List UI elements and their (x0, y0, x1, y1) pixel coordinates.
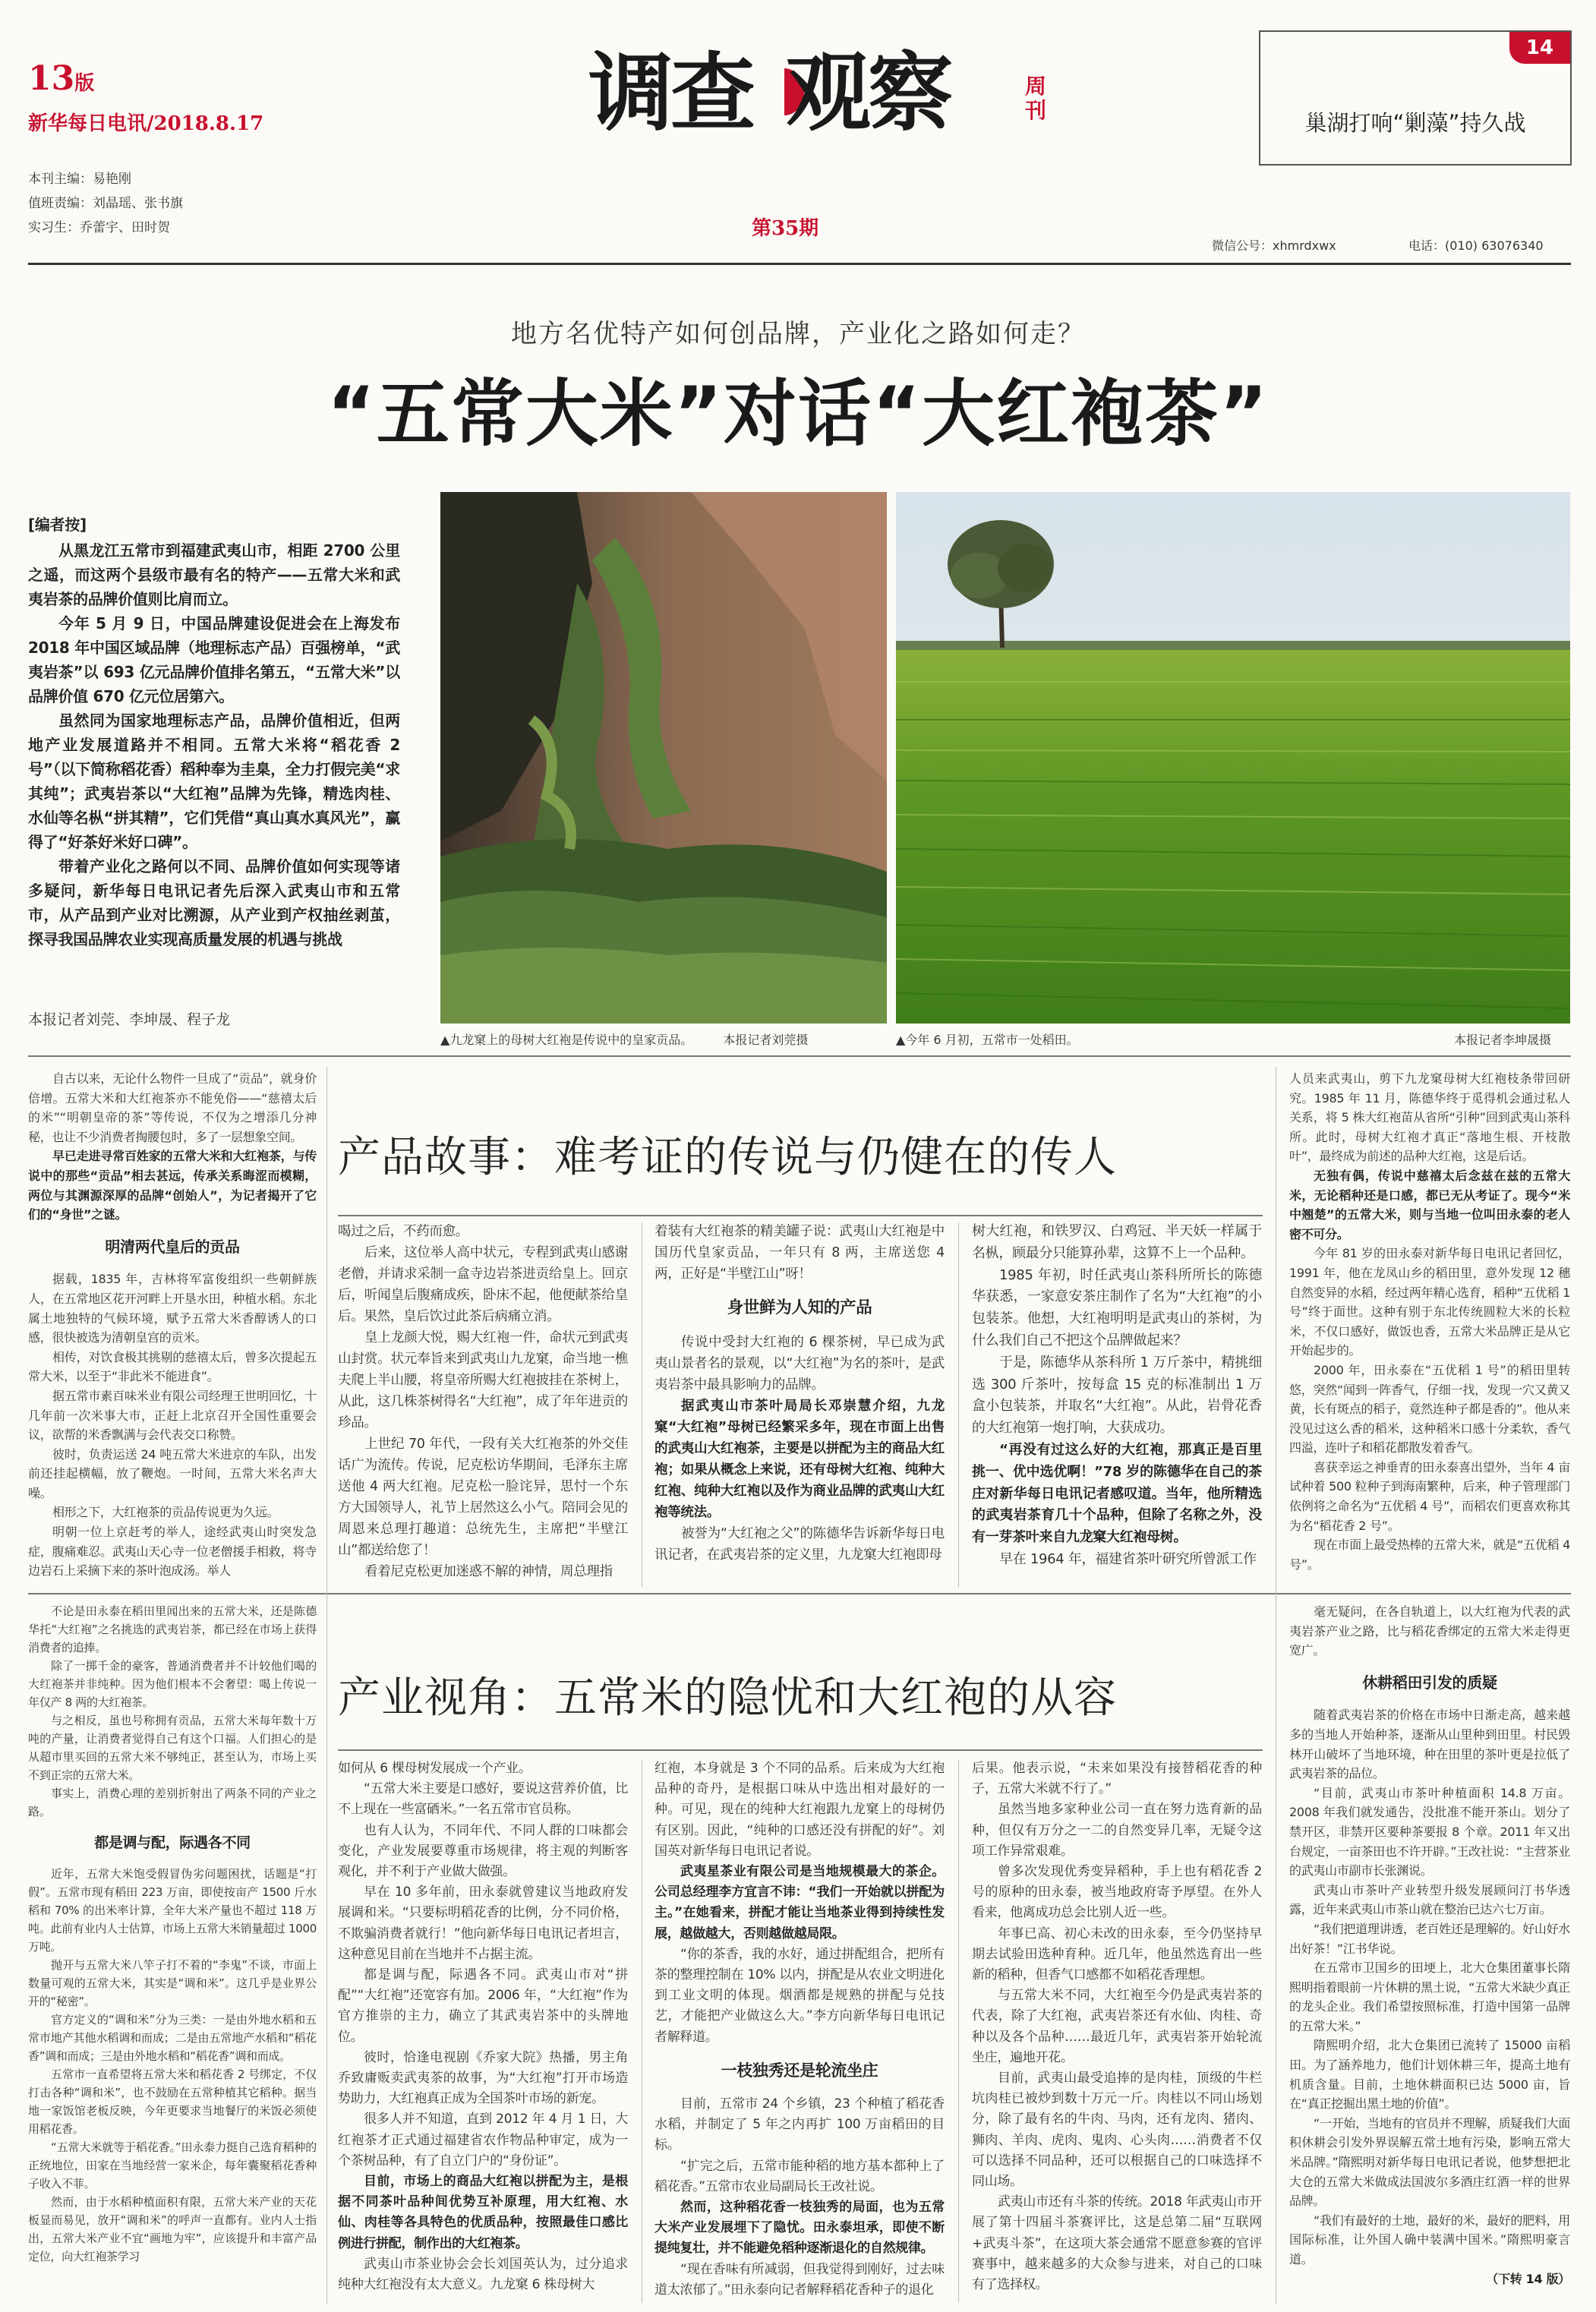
editor-list: 本刊主编：易艳刚 值班责编：刘晶瑶、张书旗 实习生：乔蕾宇、田时贺 (28, 172, 183, 235)
section1-col5: 人员来武夷山，剪下九龙窠母树大红袍枝条带回研究。1985 年 11 月，陈德华终于觅得机会通过私人关系，将 5 株大红袍苗从省所“引种”回到武夷山茶科所。此时，母树大红袍才真正“落地生根、开枝散叶”，最终成为前述的品种大红袍，这是后话。 无独有偶，传说中慈禧太后念兹在兹的五常大米，无论稻种还是口感，都已无从考证了。现今“米中翘楚”的五常大米，则与当地一位叫田永泰的老人密不可分。 今年 81 岁的田永泰对新华每日电讯记者回忆，1991 年，他在龙凤山乡的稻田里，意外发现 12 穗自然变异的水稻，经过两年精心选育，稻种“五优稻 1 号”终于面世。这种有别于东北传统圆粒大米的长粒米，不仅口感好，做饭也香，五常大米品牌正是从它开始起步的。 2000 年，田永泰在“五优稻 1 号”的稻田里转悠，突然“闻到一阵香气，仔细一找，发现一穴又黄又黄，长有斑点的稻子，竟然连种子都是香的”。他从来没见过这么香的稻米，这种稻米口感十分柔软，香气四溢，连叶子和稻花都散发着香气。 喜获幸运之神垂青的田永泰喜出望外，当年 4 亩试种着 500 粒种子到海南繁种，后来，种子管理部门依例将之命名为“五优稻 4 号”，而稻农们更喜欢称其为名“稻花香 2 号”。 现在市面上最受热棒的五常大米，就是“五优稻 4 号”。 (1289, 1071, 1570, 1572)
section2-rule (28, 1593, 1571, 1594)
editor-note-byline: 本报记者刘莞、李坤晟、程子龙 (28, 1011, 231, 1028)
photo-right-caption: ▲今年 6 月初，五常市一处稻田。 (896, 1033, 1079, 1047)
section1-col2: 喝过之后，不药而愈。 后来，这位举人高中状元，专程到武夷山感谢老僧，并请求采制一盒寺边岩茶进贡给皇上。回京后，听闻皇后腹痛成疾，卧床不起，他便献茶给皇后。果然，皇后饮过此茶后病痛立消。 皇上龙颜大悦，赐大红袍一件，命状元到武夷山封赏。状元奉旨来到武夷山九龙窠，命当地一樵夫爬上半山腰，将皇帝所赐大红袍披挂在茶树上，从此，这几株茶树得名“大红袍”，成了年年进贡的珍品。 上世纪 70 年代，一段有关大红袍茶的外交佳话广为流传。传说，尼克松访华期间，毛泽东主席送他 4 两大红袍。尼克松一脸诧异，思忖一个东方大国领导人，礼节上居然这么小气。陪同会见的周恩来总理打趣道：总统先生，主席把“半壁江山”都送给您了！ 看着尼克松更加迷惑不解的神情，周总理指 (338, 1224, 628, 1579)
issue-number: 第35期 (752, 217, 819, 240)
masthead-logo: 调查 观察 周刊 (588, 44, 1047, 143)
section2-title: 产业视角：五常米的隐忧和大红袍的从容 (338, 1673, 1117, 1723)
section2-col5: 毫无疑问，在各自轨道上，以大红袍为代表的武夷岩茶产业之路，比与稻花香绑定的五常大米走得更宽广。 休耕稻田引发的质疑 随着武夷岩茶的价格在市场中日渐走高，越来越多的当地人开始种茶，逐渐从山里种到田里。村民毁林开山破坏了当地环境，种在田里的茶叶更是拉低了武夷岩茶的品位。 “目前，武夷山市茶叶种植面积 14.8 万亩。2008 年我们就发通告，没批准不能开茶山。划分了禁开区，非禁开区要种茶要报 8 个章。2011 年又出台规定，一亩茶田也不许开辟。”王改社说：“主营茶业的武夷山市副市长张渊说。 武夷山市茶叶产业转型升级发展顾问汀书华透露，近年来武夷山市茶山就在整治已达六七万亩。 “我们把道理讲透，老百姓还是理解的。好山好水出好茶！”江书华说。 在五常市卫国乡的田埂上，北大仓集团董事长隋熙明指着眼前一片休耕的黑土说，“五常大米缺少真正的龙头企业。我们希望按照标准，打造中国第一品牌的五常大米。” 隋熙明介绍，北大仓集团已流转了 15000 亩稻田。为了涵养地力，他们计划休耕三年，提高土地有机质含量。目前，土地休耕面积已达 5000 亩，旨在“真正挖掘出黑土地的价值”。 “一开始，当地有的官员并不理解，质疑我们大面积休耕会引发外界误解五常土地有污染，影响五常大米品牌。”隋熙明对新华每日电讯记者说，他梦想把北大仓的五常大米做成法国波尔多酒庄红酒一样的世界品牌。 “我们有最好的土地，最好的米，最好的肥料，用国际标准，让外国人确中装满中国米。”隋熙明豪言道。 （下转 14 版） (1289, 1602, 1570, 2288)
column-divider (958, 1222, 959, 1587)
editor-note: [编者按] 从黑龙江五常市到福建武夷山市，相距 2700 公里之遥，而这两个县级市最有名的特产——五常大米和武夷岩茶的品牌价值则比肩而立。 今年 5 月 9 日，中国品牌建设促进会在上海发布 2018 年中国区域品牌（地理标志产品）百强榜单，“武夷岩茶”以 693 亿元品牌价值排名第五，“五常大米”以品牌价值 670 亿元位居第六。 虽然同为国家地理标志产品，品牌价值相近，但两地产业发展道路并不相同。五常大米将“稻花香 2 号”（以下简称稻花香）稻种奉为圭臬，全力打假完美“求其纯”；武夷岩茶以“大红袍”品牌为先锋，精选肉桂、水仙等名枞“拼其精”，它们凭借“真山真水真风光”，赢得了“好茶好米好口碑”。 带着产业化之路何以不同、品牌价值如何实现等诸多疑问，新华每日电讯记者先后深入武夷山市和五常市，从产品到产业对比溯源，从产业到产权抽丝剥茧，探寻我国品牌农业实现高质量发展的机遇与挑战 (28, 516, 400, 948)
headline-kicker: 地方名优特产如何创品牌，产业化之路如何走？ (511, 319, 1085, 349)
preview-page-badge: 14 (1509, 32, 1570, 64)
tea-cliff-illustration (440, 492, 887, 1024)
masthead-rule (28, 263, 1571, 265)
section2-col3: 红袍，本身就是 3 个不同的品系。后来成为大红袍品种的奇丹，是根据口味从中选出相对最好的一种。可见，现在的纯种大红袍跟九龙窠上的母树仍有区别。因此，“纯种的口感还没有拼配的好”。刘国英对新华每日电讯记者说。 武夷星茶业有限公司是当地规模最大的茶企。公司总经理李方宜言不讳：“我们一开始就以拼配为主。”在她看来，拼配才能让当地茶业得到持续性发展，越做越大，否则越做越局限。 “你的茶香，我的水好，通过拼配组合，把所有茶的整理控制在 10% 以内，拼配是从农业文明进化到工业文明的体现。烟酒都是规熟的拼配与兑技艺，才能把产业做这么大。”李方向新华每日电讯记者解释道。 一枝独秀还是轮流坐庄 目前，五常市 24 个乡镇，23 个种植了稻花香水稻，并制定了 5 年之内再扩 100 万亩稻田的目标。 “扩完之后，五常市能种稻的地方基本都种上了稻花香。”五常市农业局副局长王改社说。 然而，这种稻花香一枝独秀的局面，也为五常大米产业发展埋下了隐忧。田永泰坦承，即使不断提纯复壮，并不能避免稻种逐渐退化的自然规律。 “现在香味有所减弱，但我觉得到刚好，过去味道太浓郁了。”田永泰向记者解释稻花香种子的退化 (654, 1761, 945, 2298)
section1-col4: 树大红袍，和铁罗汉、白鸡冠、半天妖一样属于名枞，顾最分只能算孙辈，这算不上一个品种。 1985 年初，时任武夷山茶科所所长的陈德华获悉，一家意安茶庄制作了名为“大红袍”的小包装茶。他想，大红袍明明是武夷山的茶树，为什么我们自己不把这个品牌做起来？ 于是，陈德华从茶科所 1 万斤茶中，精挑细选 300 斤茶叶，按每盒 15 克的标准制出 1 万盒小包装茶，并取名“大红袍”。从此，岩骨花香的大红袍第一炮打响，大获成功。 “再没有过这么好的大红袍，那真正是百里挑一、优中选优啊！”78 岁的陈德华在自己的茶庄对新华每日电讯记者感叹道。当年，他所精选的武夷岩茶育几十个品种，但除了名称之外，没有一芽茶叶来自九龙窠大红袍母树。 早在 1964 年，福建省茶叶研究所曾派工作 (972, 1223, 1262, 1567)
photo-right-credit: 本报记者李坤晟摄 (1454, 1033, 1552, 1047)
section1-col3: 着装有大红袍茶的精美罐子说：武夷山大红袍是中国历代皇家贡品，一年只有 8 两，主席送您 4 两，正好是“半壁江山”呀！ 身世鲜为人知的产品 传说中受封大红袍的 6 棵茶树，早已成为武夷山景者名的景观，以“大红袍”为名的茶叶，是武夷岩茶中最具影响力的品牌。 据武夷山市茶叶局局长邓崇慧介绍，九龙窠“大红袍”母树已经繁采多年，现在市面上出售的武夷山大红袍茶，主要是以拼配为主的商品大红袍；如果从概念上来说，还有母树大红袍、纯种大红袍、纯种大红袍以及作为商业品牌的武夷山大红袍等统法。 被誉为“大红袍之父”的陈德华告诉新华每日电讯记者，在武夷岩茶的定义里，九龙窠大红袍即母 (654, 1224, 945, 1563)
photo-tea-cliff (440, 492, 887, 1024)
section2-title-rule (338, 1749, 1263, 1751)
next-page-preview[interactable] (1259, 30, 1572, 166)
section2-col2: 如何从 6 棵母树发展成一个产业。 “五常大米主要是口感好，要说这营养价值，比不上现在一些富硒米。”一名五常市官员称。 也有人认为，不同年代、不同人群的口味都会变化，产业发展要尊重市场规律，将主观的判断客观化，并不利于产业做大做强。 早在 10 多年前，田永泰就曾建议当地政府发展调和米。“只要标明稻花香的比例，分不同价格，不欺骗消费者就行！”他向新华每日电讯记者坦言，这种意见目前在当地并不占据主流。 都是调与配，际遇各不同。武夷山市对“拼配”“大红袍”还宽容有加。2006 年，“大红袍”作为官方推崇的主力，确立了其武夷岩茶中的头牌地位。 彼时，恰逢电视剧《乔家大院》热播，男主角乔致庸贩卖武夷茶的故事，为“大红袍”打开市场造势助力，大红袍真正成为全国茶叶市场的新宠。 很多人并不知道，直到 2012 年 4 月 1 日，大红袍茶才正式通过福建省农作物品种审定，成为一个茶树品种，有了自立门户的“身份证”。 目前，市场上的商品大红袍以拼配为主，是根据不同茶叶品种间优势互补原理，用大红袍、水仙、肉桂等各具特色的优质品种，按照最佳口感比例进行拼配，制作出的大红袍茶。 武夷山市茶业协会会长刘国英认为，过分追求纯种大红袍没有太大意义。九龙窠 6 株母树大 (338, 1761, 628, 2293)
photo-left-caption: ▲九龙窠上的母树大红袍是传说中的皇家贡品。 本报记者刘莞摄 (440, 1033, 809, 1047)
rice-field-illustration (896, 492, 1570, 1024)
section1-rule (28, 1055, 1571, 1057)
subheading-origins: 身世鲜为人知的产品 (727, 1298, 872, 1317)
subheading-rotation: 一枝独秀还是轮流坐庄 (721, 2061, 878, 2080)
subheading-fallow: 休耕稻田引发的质疑 (1362, 1673, 1497, 1692)
main-headline: “五常大米”对话“大红袍茶” (326, 371, 1270, 456)
wechat-account: 微信公号：xhmrdxwx (1212, 238, 1336, 253)
subheading-blending: 都是调与配，际遇各不同 (94, 1834, 251, 1851)
section1-title-rule (338, 1215, 1263, 1216)
section1-title: 产品故事：难考证的传说与仍健在的传人 (338, 1133, 1117, 1182)
column-divider (326, 1067, 327, 2304)
column-divider (958, 1760, 959, 2303)
photo-rice-field (896, 492, 1570, 1024)
contact-phone: 电话：(010) 63076340 (1408, 238, 1544, 253)
section1-col1: 自古以来，无论什么物件一旦成了“贡品”，就身价倍增。五常大米和大红袍茶亦不能免俗——“慈禧太后的米”“明朝皇帝的茶”等传说，不仅为之增添几分神秘，也让不少消费者掏腰包时，多了一层想象空间。 早已走进寻常百姓家的五常大米和大红袍茶，与传说中的那些“贡品”相去甚远，传承关系晦涩而模糊，两位与其渊源深厚的品牌“创始人”，为记者揭开了它们的“身世”之谜。 明清两代皇后的贡品 据载，1835 年，吉林将军富俊组织一些朝鲜族人，在五常地区花开河畔上开垦水田，种植水稻。东北属土地独特的气候环境，赋予五常大米香醇诱人的口感，很快被选为清朝皇宫的贡米。 相传，对饮食极其挑剔的慈禧太后，曾多次提起五常大米，以至于“非此米不能进食”。 据五常市素百味米业有限公司经理王世明回忆，十几年前一次米事大市，正赶上北京召开全国性重要会议，欲帮的米香飘满与会代表交口称赞。 彼时，负责运送 24 吨五常大米进京的车队，出发前还挂起横幅，放了鞭炮。一时间，五常大米名声大噪。 相形之下，大红袍茶的贡品传说更为久远。 明朝一位上京赶考的举人，途经武夷山时突发急症，腹痛难忍。武夷山天心寺一位老僧援手相救，将寺边岩石上采摘下来的茶叶泡成汤。举人 (28, 1071, 317, 1579)
section2-col1: 不论是田永泰在稻田里闻出来的五常大米，还是陈德华托“大红袍”之名挑选的武夷岩茶，都已经在市场上获得消费者的追捧。 除了一掷千金的豪客，普通消费者并不计较他们喝的大红袍茶并非纯种。因为他们根本不会奢望：喝上传说一年仅产 8 两的大红袍茶。 与之相反，虽也号称拥有贡品，五常大米每年数十万吨的产量，让消费者觉得自己有这个口福。人们担心的是从超市里买回的五常大米不够纯正，甚至认为，市场上买不到正宗的五常大米。 事实上，消费心理的差别折射出了两条不同的产业之路。 都是调与配，际遇各不同 近年，五常大米饱受假冒伪劣问题困扰，话题是“打假”。五常市现有稻田 223 万亩，即使按亩产 1500 斤水稻和 70% 的出米率计算，全年大米产量也不超过 118 万吨。此前有业内人士估算，市场上五常大米销量超过 1000 万吨。 抛开与五常大米八竿子打不着的“李鬼”不谈，市面上数量可观的五常大米，其实是“调和米”。这几乎是业界公开的“秘密”。 官方定义的“调和米”分为三类：一是由外地水稻和五常市地产其他水稻调和而成；二是由五常地产水稻和“稻花香”调和而成；三是由外地水稻和“稻花香”调和而成。 五常市一直希望将五常大米和稻花香 2 号绑定，不仅打击各种“调和米”，也不鼓励在五常种植其它稻种。据当地一家饭馆老板反映，今年更要求当地餐厅的米饭必须使用稻花香。 “五常大米就等于稻花香。”田永泰力挺自己选育稻种的正统地位，田家在当地经营一家米企，每年囊聚稻花香种子收入不菲。 然而，由于水稻种植面积有限，五常大米产业的天花板显而易见，放开“调和米”的呼声一直都有。业内人士指出，五常大米产业不宜“画地为牢”，应该提升和丰富产品定位，向大红袍茶学习 (28, 1604, 317, 2263)
source-date: 新华每日电讯/2018.8.17 (28, 112, 264, 135)
section2-col4: 后果。他表示说，“未来如果没有接替稻花香的种子，五常大米就不行了。” 虽然当地多家种业公司一直在努力选育新的品种，但仅有万分之一二的自然变异几率，无疑令这项工作异常艰难。 曾多次发现优秀变异稻种，手上也有稻花香 2 号的原种的田永泰，被当地政府寄予厚望。在外人看来，他离成功总会比别人近一些。 年事已高、初心未改的田永泰，至今仍坚持早期去试验田选种育种。近几年，他虽然选育出一些新的稻种，但香气口感都不如稻花香理想。 与五常大米不同，大红袍至今仍是武夷岩茶的代表，除了大红袍，武夷岩茶还有水仙、肉桂、奇种以及各个品种……最近几年，武夷岩茶开始轮流坐庄，遍地开花。 目前，武夷山最受追捧的是肉桂，顶级的牛栏坑肉桂已被炒到数十万元一斤。肉桂以不同山场划分，除了最有名的牛肉、马肉，还有龙肉、猪肉、狮肉、羊肉、虎肉、鬼肉、心头肉……消费者不仅可以选择不同品种，还可以根据自己的口味选择不同山场。 武夷山市还有斗茶的传统。2018 年武夷山市开展了第十四届斗茶赛评比，这是总第二届“互联网+武夷斗茶”，在这项大茶会通常不愿意参赛的官评赛事中，越来越多的大众参与进来，对自己的口味有了选择权。 (972, 1761, 1262, 2293)
subheading-ming-qing: 明清两代皇后的贡品 (105, 1237, 240, 1256)
continued-note: （下转 14 版） (1486, 2271, 1570, 2286)
preview-title: 巢湖打响“剿藻”持久战 (1304, 110, 1526, 136)
page-number: 13版 (28, 59, 95, 98)
